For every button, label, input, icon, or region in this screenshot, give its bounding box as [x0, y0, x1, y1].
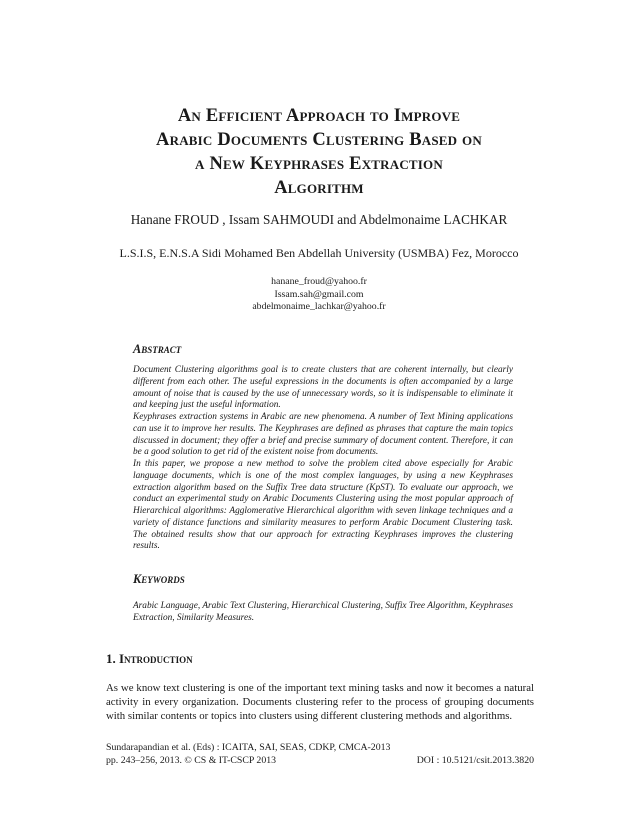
footer-row: [106, 755, 534, 768]
email-address: Issam.sah@gmail.com: [274, 288, 364, 300]
email-address: hanane_froud@yahoo.fr: [271, 276, 367, 287]
title-line: a New Keyphrases Extraction: [195, 154, 443, 174]
title-line: Arabic Documents Clustering Based on: [156, 130, 482, 150]
abstract-body: [133, 365, 513, 553]
introduction-paragraph: As we know text clustering is one of the important text mining tasks and now it becomes a natural activity in every organization. Documents clustering refer to the process of grouping documents with similar contents or topics into clusters using different clustering methods and algorithms.: [106, 682, 534, 722]
abstract-heading: Abstract: [133, 342, 182, 356]
affiliation: L.S.I.S, E.N.S.A Sidi Mohamed Ben Abdellah University (USMBA) Fez, Morocco: [119, 246, 519, 260]
email-list: [90, 276, 548, 314]
abstract-paragraph: Keyphrases extraction systems in Arabic are new phenomena. A number of Text Mining applications can use it to improve her results. The Keyphrases are defined as phrases that capture the main topics discussed in document; they offer a brief and precise summary of document content. Therefore, it can be a good solution to get rid of the existent noise from documents.: [133, 412, 513, 458]
keywords-text: Arabic Language, Arabic Text Clustering, Hierarchical Clustering, Suffix Tree Algorithm, Keyphrases Extraction, Similarity Measures.: [133, 601, 513, 623]
footer-pages: pp. 243–256, 2013. © CS & IT-CSCP 2013: [106, 754, 277, 766]
footer-proceedings: Sundarapandian et al. (Eds) : ICAITA, SAI, SEAS, CDKP, CMCA-2013: [106, 742, 391, 753]
page-footer: [106, 742, 534, 767]
abstract-paragraph: In this paper, we propose a new method to solve the problem cited above especially for Arabic language documents, which is one of the most complex languages, by using a new Keyphrases extraction algorithm based on the Suffix Tree data structure (KpST). To evaluate our approach, we conduct an experimental study on Arabic Documents Clustering using the most popular approach of Hierarchical algorithms: Agglomerative Hierarchical algorithm with seven linkage techniques and a variety of distance functions and similarity measures to perform Arabic Document Clustering task. The obtained results show that our approach for extracting Keyphrases improves the clustering results.: [133, 459, 513, 552]
title-line: An Efficient Approach to Improve: [177, 106, 461, 126]
title-line: Algorithm: [274, 178, 364, 198]
introduction-heading: 1. Introduction: [106, 651, 193, 666]
paper-title: [100, 104, 538, 200]
author-list: Hanane FROUD , Issam SAHMOUDI and Abdelmonaime LACHKAR: [130, 212, 508, 227]
footer-doi: DOI : 10.5121/csit.2013.3820: [416, 754, 534, 766]
email-address: abdelmonaime_lachkar@yahoo.fr: [252, 301, 386, 313]
abstract-paragraph: Document Clustering algorithms goal is to create clusters that are coherent internally, but clearly different from each other. The useful expressions in the documents is often accompanied by a large amount of noise that is caused by the use of unnecessary words, so it is indispensable to eliminate it and keeping just the useful information.: [133, 365, 513, 411]
keywords-heading: Keywords: [133, 572, 185, 586]
